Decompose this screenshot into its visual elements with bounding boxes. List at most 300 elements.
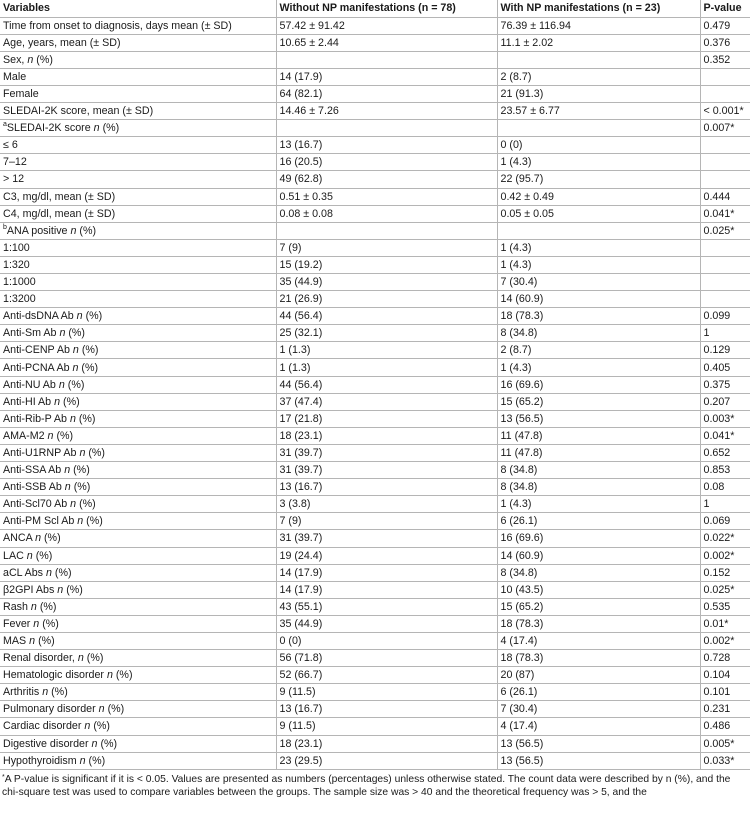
without-np-cell: 44 (56.4) <box>276 376 497 393</box>
variable-superscript: a <box>3 121 7 129</box>
with-np-cell <box>497 222 700 239</box>
variable-label: ANA positive <box>6 224 71 237</box>
table-row <box>0 701 750 718</box>
variable-label: Hematologic disorder <box>3 669 107 682</box>
variable-label: Sex, <box>3 53 28 66</box>
variable-label: Digestive disorder <box>3 737 92 750</box>
table-row <box>0 667 750 684</box>
table-row <box>0 120 750 137</box>
p-value-cell <box>700 68 750 85</box>
with-np-cell: 10 (43.5) <box>497 581 700 598</box>
variable-suffix: (%) <box>85 754 106 767</box>
variable-italic: n <box>58 378 65 391</box>
table-row <box>0 17 750 34</box>
variable-label: SLEDAI-2K score, mean (± SD) <box>3 105 154 118</box>
with-np-cell: 8 (34.8) <box>497 564 700 581</box>
table-row <box>0 462 750 479</box>
table-row <box>0 496 750 513</box>
without-np-cell: 49 (62.8) <box>276 171 497 188</box>
p-value-cell: 0.207 <box>700 393 750 410</box>
p-value-cell: 0.003* <box>700 410 750 427</box>
p-value-cell: 0.405 <box>700 359 750 376</box>
variable-italic: n <box>64 481 71 494</box>
with-np-cell: 4 (17.4) <box>497 632 700 649</box>
p-value-cell <box>700 256 750 273</box>
table-row <box>0 51 750 68</box>
variable-label: ≤ 6 <box>3 139 18 152</box>
table-row <box>0 342 750 359</box>
variable-suffix: (%) <box>75 412 96 425</box>
variable-label: Anti-SSB Ab <box>3 481 65 494</box>
variable-label: β2GPI Abs <box>3 583 58 596</box>
p-value-cell: 0.479 <box>700 17 750 34</box>
table-row <box>0 103 750 120</box>
without-np-cell: 13 (16.7) <box>276 701 497 718</box>
with-np-cell: 11 (47.8) <box>497 444 700 461</box>
with-np-cell: 7 (30.4) <box>497 274 700 291</box>
without-np-cell <box>276 222 497 239</box>
with-np-cell: 15 (65.2) <box>497 393 700 410</box>
table-row <box>0 68 750 85</box>
p-value-cell: < 0.001* <box>700 103 750 120</box>
variable-suffix: (%) <box>35 635 55 648</box>
variable-italic: n <box>26 549 33 562</box>
variable-label: Arthritis <box>3 686 43 699</box>
variable-suffix: (%) <box>78 361 99 374</box>
without-np-cell: 35 (44.9) <box>276 274 497 291</box>
with-np-cell: 18 (78.3) <box>497 650 700 667</box>
variable-suffix: (%) <box>64 378 85 391</box>
p-value-cell: 0.352 <box>700 51 750 68</box>
with-np-cell: 13 (56.5) <box>497 752 700 769</box>
variable-italic: n <box>57 583 64 596</box>
with-np-cell: 76.39 ± 116.94 <box>497 17 700 34</box>
table-row <box>0 444 750 461</box>
variable-cell <box>0 256 276 273</box>
variable-cell <box>0 598 276 615</box>
table-row <box>0 171 750 188</box>
p-value-cell: 0.007* <box>700 120 750 137</box>
without-np-cell: 31 (39.7) <box>276 444 497 461</box>
variable-italic: n <box>54 395 61 408</box>
with-np-cell: 8 (34.8) <box>497 462 700 479</box>
without-np-cell <box>276 51 497 68</box>
with-np-cell: 14 (60.9) <box>497 291 700 308</box>
with-np-cell: 1 (4.3) <box>497 359 700 376</box>
with-np-cell: 6 (26.1) <box>497 684 700 701</box>
with-np-cell: 8 (34.8) <box>497 325 700 342</box>
variable-suffix: (%) <box>76 224 97 237</box>
table-row <box>0 479 750 496</box>
variable-label: Cardiac disorder <box>3 720 85 733</box>
without-np-cell: 57.42 ± 91.42 <box>276 17 497 34</box>
table-row <box>0 564 750 581</box>
variable-label: SLEDAI-2K score <box>6 122 94 135</box>
with-np-cell: 16 (69.6) <box>497 376 700 393</box>
variable-label: Anti-Rib-P Ab <box>3 412 70 425</box>
table-row <box>0 752 750 769</box>
variable-cell <box>0 274 276 291</box>
p-value-cell: 0.08 <box>700 479 750 496</box>
variable-cell <box>0 103 276 120</box>
table-row <box>0 325 750 342</box>
table-row <box>0 154 750 171</box>
without-np-cell: 25 (32.1) <box>276 325 497 342</box>
variable-cell <box>0 51 276 68</box>
variable-italic: n <box>27 53 34 66</box>
p-value-cell: 0.129 <box>700 342 750 359</box>
variable-suffix: (%) <box>48 686 68 699</box>
table-row <box>0 650 750 667</box>
p-value-cell <box>700 137 750 154</box>
variable-italic: n <box>76 310 83 323</box>
table-row <box>0 410 750 427</box>
variable-cell <box>0 752 276 769</box>
with-np-cell: 22 (95.7) <box>497 171 700 188</box>
variable-suffix: (%) <box>33 53 53 66</box>
p-value-cell: 0.099 <box>700 308 750 325</box>
p-value-cell: 1 <box>700 325 750 342</box>
table-row <box>0 513 750 530</box>
without-np-cell: 0.51 ± 0.35 <box>276 188 497 205</box>
variable-cell <box>0 462 276 479</box>
variable-italic: n <box>70 498 77 511</box>
table-row <box>0 256 750 273</box>
variable-label: LAC <box>3 549 27 562</box>
variable-italic: n <box>77 652 84 665</box>
without-np-cell: 13 (16.7) <box>276 137 497 154</box>
with-np-cell <box>497 51 700 68</box>
variable-italic: n <box>79 446 86 459</box>
variable-label: Anti-PM Scl Ab <box>3 515 78 528</box>
table-row <box>0 581 750 598</box>
variable-label: Anti-CENP Ab <box>3 344 73 357</box>
variable-italic: n <box>79 754 86 767</box>
with-np-cell: 8 (34.8) <box>497 479 700 496</box>
without-np-cell: 44 (56.4) <box>276 308 497 325</box>
variable-italic: n <box>77 515 84 528</box>
with-np-cell: 20 (87) <box>497 667 700 684</box>
variable-cell <box>0 68 276 85</box>
p-value-cell: 0.375 <box>700 376 750 393</box>
without-np-cell: 15 (19.2) <box>276 256 497 273</box>
variable-italic: n <box>42 686 49 699</box>
with-np-cell: 23.57 ± 6.77 <box>497 103 700 120</box>
with-np-cell: 1 (4.3) <box>497 496 700 513</box>
p-value-cell: 1 <box>700 496 750 513</box>
footnote-text: A P-value is significant if it is < 0.05. Values are presented as numbers (percentages) unless otherwise stated. The count data were described by n (%), and the chi-square test was used to compare variables between the groups. The sample size was > 40 and the theoretical frequency was > 5, and the <box>2 773 731 799</box>
table-header-row <box>0 0 750 17</box>
variable-italic: n <box>29 635 36 648</box>
without-np-cell: 31 (39.7) <box>276 462 497 479</box>
p-value-cell <box>700 239 750 256</box>
variable-suffix: (%) <box>70 464 90 477</box>
without-np-cell: 52 (66.7) <box>276 667 497 684</box>
p-value-cell: 0.005* <box>700 735 750 752</box>
variable-cell <box>0 393 276 410</box>
variable-cell <box>0 547 276 564</box>
with-np-cell: 16 (69.6) <box>497 530 700 547</box>
p-value-cell: 0.104 <box>700 667 750 684</box>
without-np-cell: 14 (17.9) <box>276 564 497 581</box>
variable-italic: n <box>35 532 42 545</box>
p-value-cell: 0.069 <box>700 513 750 530</box>
variable-suffix: (%) <box>97 737 118 750</box>
table-row <box>0 85 750 102</box>
variable-italic: n <box>30 600 37 613</box>
variable-label: Anti-SSA Ab <box>3 464 65 477</box>
variable-cell <box>0 513 276 530</box>
variable-cell <box>0 615 276 632</box>
variable-suffix: (%) <box>104 703 125 716</box>
variable-label: Pulmonary disorder <box>3 703 99 716</box>
variable-cell <box>0 171 276 188</box>
variable-cell <box>0 684 276 701</box>
p-value-cell: 0.022* <box>700 530 750 547</box>
p-value-cell <box>700 171 750 188</box>
without-np-cell: 14.46 ± 7.26 <box>276 103 497 120</box>
p-value-cell: 0.01* <box>700 615 750 632</box>
variable-label: aCL Abs <box>3 566 46 579</box>
without-np-cell: 0.08 ± 0.08 <box>276 205 497 222</box>
with-np-cell: 1 (4.3) <box>497 256 700 273</box>
table-row <box>0 359 750 376</box>
without-np-cell: 19 (24.4) <box>276 547 497 564</box>
without-np-cell: 16 (20.5) <box>276 154 497 171</box>
variable-italic: n <box>69 412 76 425</box>
without-np-cell: 14 (17.9) <box>276 581 497 598</box>
p-value-cell: 0.853 <box>700 462 750 479</box>
table-row <box>0 376 750 393</box>
without-np-cell: 7 (9) <box>276 513 497 530</box>
p-value-cell <box>700 154 750 171</box>
without-np-cell: 37 (47.4) <box>276 393 497 410</box>
variable-label: 1:1000 <box>3 276 36 289</box>
variable-italic: n <box>72 361 79 374</box>
without-np-cell: 18 (23.1) <box>276 735 497 752</box>
p-value-cell: 0.033* <box>700 752 750 769</box>
variable-label: 7–12 <box>3 156 27 169</box>
variable-italic: n <box>91 737 98 750</box>
variable-label: Fever <box>3 617 34 630</box>
variable-italic: n <box>59 327 66 340</box>
table-row <box>0 291 750 308</box>
p-value-cell: 0.002* <box>700 632 750 649</box>
table-footnote <box>0 770 750 800</box>
variable-cell <box>0 308 276 325</box>
variable-suffix: (%) <box>82 310 103 323</box>
variable-label: Age, years, mean (± SD) <box>3 36 121 49</box>
without-np-cell: 35 (44.9) <box>276 615 497 632</box>
variable-label: Time from onset to diagnosis, days mean (± SD) <box>3 19 232 32</box>
variable-label: Anti-dsDNA Ab <box>3 310 77 323</box>
variable-cell <box>0 650 276 667</box>
variable-cell <box>0 632 276 649</box>
with-np-cell: 13 (56.5) <box>497 410 700 427</box>
table-row <box>0 274 750 291</box>
variable-label: 1:3200 <box>3 293 36 306</box>
header-p-value: P-value <box>700 0 750 17</box>
table-row <box>0 615 750 632</box>
header-with-np: With NP manifestations (n = 23) <box>497 0 700 17</box>
table-row <box>0 308 750 325</box>
variable-suffix: (%) <box>39 617 59 630</box>
header-without-np: Without NP manifestations (n = 78) <box>276 0 497 17</box>
without-np-cell: 7 (9) <box>276 239 497 256</box>
variable-cell <box>0 479 276 496</box>
with-np-cell: 1 (4.3) <box>497 154 700 171</box>
p-value-cell: 0.041* <box>700 205 750 222</box>
p-value-cell: 0.002* <box>700 547 750 564</box>
variable-suffix: (%) <box>32 549 53 562</box>
variable-label: ANCA <box>3 532 36 545</box>
table-row <box>0 34 750 51</box>
variable-label: Anti-NU Ab <box>3 378 59 391</box>
variable-cell <box>0 667 276 684</box>
with-np-cell: 7 (30.4) <box>497 701 700 718</box>
p-value-cell: 0.376 <box>700 34 750 51</box>
variable-italic: n <box>33 617 40 630</box>
without-np-cell: 23 (29.5) <box>276 752 497 769</box>
p-value-cell: 0.535 <box>700 598 750 615</box>
variable-cell <box>0 154 276 171</box>
variable-suffix: (%) <box>70 481 91 494</box>
without-np-cell <box>276 120 497 137</box>
variable-label: C4, mg/dl, mean (± SD) <box>3 207 116 220</box>
variable-label: Hypothyroidism <box>3 754 80 767</box>
variable-cell <box>0 85 276 102</box>
variable-label: 1:320 <box>3 258 30 271</box>
variable-cell <box>0 342 276 359</box>
table-row <box>0 547 750 564</box>
without-np-cell: 13 (16.7) <box>276 479 497 496</box>
with-np-cell: 2 (8.7) <box>497 68 700 85</box>
with-np-cell: 18 (78.3) <box>497 615 700 632</box>
variable-suffix: (%) <box>41 532 61 545</box>
variable-label: Anti-PCNA Ab <box>3 361 73 374</box>
p-value-cell: 0.025* <box>700 581 750 598</box>
variable-suffix: (%) <box>53 429 74 442</box>
p-value-cell: 0.025* <box>700 222 750 239</box>
table-row <box>0 684 750 701</box>
variable-italic: n <box>47 429 54 442</box>
without-np-cell: 43 (55.1) <box>276 598 497 615</box>
variable-cell <box>0 291 276 308</box>
with-np-cell: 14 (60.9) <box>497 547 700 564</box>
with-np-cell: 1 (4.3) <box>497 239 700 256</box>
variable-label: Anti-HI Ab <box>3 395 55 408</box>
with-np-cell: 6 (26.1) <box>497 513 700 530</box>
table-row <box>0 222 750 239</box>
without-np-cell: 3 (3.8) <box>276 496 497 513</box>
without-np-cell: 56 (71.8) <box>276 650 497 667</box>
variable-suffix: (%) <box>90 720 110 733</box>
variable-cell <box>0 137 276 154</box>
with-np-cell: 13 (56.5) <box>497 735 700 752</box>
variable-cell <box>0 718 276 735</box>
p-value-cell: 0.231 <box>700 701 750 718</box>
table-row <box>0 530 750 547</box>
with-np-cell: 11 (47.8) <box>497 427 700 444</box>
variable-suffix: (%) <box>36 600 57 613</box>
variable-cell <box>0 222 276 239</box>
variable-suffix: (%) <box>99 122 120 135</box>
p-value-cell <box>700 291 750 308</box>
with-np-cell: 11.1 ± 2.02 <box>497 34 700 51</box>
without-np-cell: 10.65 ± 2.44 <box>276 34 497 51</box>
with-np-cell: 2 (8.7) <box>497 342 700 359</box>
p-value-cell <box>700 274 750 291</box>
variable-label: 1:100 <box>3 241 30 254</box>
variable-suffix: (%) <box>63 583 83 596</box>
without-np-cell: 1 (1.3) <box>276 342 497 359</box>
table-row <box>0 393 750 410</box>
variable-cell <box>0 564 276 581</box>
p-value-cell: 0.444 <box>700 188 750 205</box>
variable-italic: n <box>70 224 77 237</box>
variable-cell <box>0 359 276 376</box>
variable-cell <box>0 444 276 461</box>
variable-suffix: (%) <box>83 515 103 528</box>
variable-label: Renal disorder, <box>3 652 78 665</box>
footnote-marker: * <box>2 773 5 781</box>
variable-italic: n <box>93 122 100 135</box>
p-value-cell: 0.486 <box>700 718 750 735</box>
variable-italic: n <box>98 703 105 716</box>
variable-suffix: (%) <box>51 566 72 579</box>
table-row <box>0 427 750 444</box>
with-np-cell <box>497 120 700 137</box>
variable-cell <box>0 188 276 205</box>
table-row <box>0 598 750 615</box>
without-np-cell: 64 (82.1) <box>276 85 497 102</box>
with-np-cell: 0 (0) <box>497 137 700 154</box>
without-np-cell: 14 (17.9) <box>276 68 497 85</box>
without-np-cell: 21 (26.9) <box>276 291 497 308</box>
table-row <box>0 205 750 222</box>
variable-label: MAS <box>3 635 30 648</box>
without-np-cell: 9 (11.5) <box>276 718 497 735</box>
variable-label: Female <box>3 88 39 101</box>
variable-label: Anti-U1RNP Ab <box>3 446 80 459</box>
variable-label: C3, mg/dl, mean (± SD) <box>3 190 116 203</box>
p-value-cell: 0.152 <box>700 564 750 581</box>
variable-cell <box>0 735 276 752</box>
with-np-cell: 0.42 ± 0.49 <box>497 188 700 205</box>
variable-italic: n <box>45 566 52 579</box>
variable-label: Anti-Scl70 Ab <box>3 498 71 511</box>
without-np-cell: 9 (11.5) <box>276 684 497 701</box>
variable-cell <box>0 496 276 513</box>
variable-cell <box>0 120 276 137</box>
variable-suffix: (%) <box>112 669 133 682</box>
variable-cell <box>0 325 276 342</box>
with-np-cell: 18 (78.3) <box>497 308 700 325</box>
variable-italic: n <box>84 720 91 733</box>
variable-cell <box>0 581 276 598</box>
variable-cell <box>0 376 276 393</box>
variable-cell <box>0 17 276 34</box>
variable-italic: n <box>106 669 113 682</box>
variable-label: Rash <box>3 600 31 613</box>
table-row <box>0 239 750 256</box>
variable-label: Anti-Sm Ab <box>3 327 60 340</box>
variable-label: Male <box>3 70 27 83</box>
p-value-cell: 0.041* <box>700 427 750 444</box>
header-variables: Variables <box>0 0 276 17</box>
variable-suffix: (%) <box>78 344 99 357</box>
without-np-cell: 31 (39.7) <box>276 530 497 547</box>
